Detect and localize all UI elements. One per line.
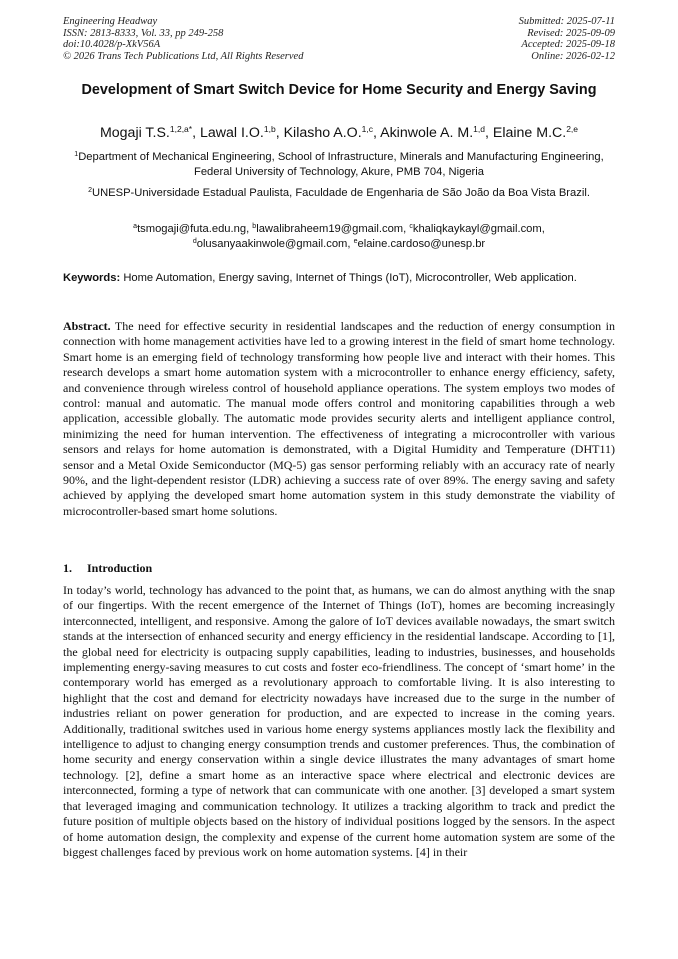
author-affiliation-marker: 1,2,a* [169,124,193,134]
email-list [70,222,608,253]
email-address[interactable]: lawalibraheem19@gmail.com [256,223,404,235]
keywords-block [63,271,615,286]
author-name: Mogaji T.S. [99,125,170,141]
author-affiliation-marker: 1,b [263,124,276,134]
affiliation-2 [70,186,608,201]
author-name: Kilasho A.O. [283,125,362,141]
section-title: Introduction [87,561,153,575]
email-address[interactable]: elaine.cardoso@unesp.br [357,238,486,251]
section-heading [63,561,152,576]
affiliation-text: UNESP-Universidade Estadual Paulista, Faculdade de Engenharia de São João da Boa Vista Brazil. [91,187,590,199]
email-marker: d [192,238,197,246]
author [284,125,381,141]
author [200,125,284,141]
affiliation-marker: 1 [74,151,79,158]
email-separator: , [403,223,410,235]
accepted-date: Accepted: 2025-09-18 [521,39,615,51]
email [354,238,486,250]
email-separator: , [246,223,253,235]
issn-line: ISSN: 2813-8333, Vol. 33, pp 249-258 [63,27,224,39]
email-separator: , [541,223,545,235]
email [193,238,354,250]
abstract-block [63,319,615,519]
affiliation-text: Department of Mechanical Engineering, School of Infrastructure, Minerals and Manufacturing Engineering, Federal University of Technology, Akure, PMB 704, Nigeria [78,151,604,179]
email-address[interactable]: olusanyaakinwole@gmail.com [196,238,348,251]
author-separator: , [275,125,284,141]
author-affiliation-marker: 1,c [361,124,373,134]
abstract-label: Abstract. [63,319,111,333]
copyright-line: © 2026 Trans Tech Publications Ltd, All Rights Reserved [63,50,304,62]
online-date: Online: 2026-02-12 [531,50,615,62]
email [133,223,252,235]
keywords-label: Keywords: [63,272,121,284]
email [252,223,409,235]
author-separator: , [192,125,200,141]
keywords-text: Home Automation, Energy saving, Internet of Things (IoT), Microcontroller, Web application. [123,272,577,284]
submitted-date: Submitted: 2025-07-11 [518,16,615,27]
affiliation-marker: 2 [88,187,92,194]
abstract-text: The need for effective security in residential landscapes and the reduction of energy consumption in connection with home management activities have led to a growing interest in the field of smart home technology. Smart home is an emerging field of technology transforming how people live and interact with their homes. This research develops a smart home automation system with a microcontroller to enhance energy efficiency, safety, and convenience through wireless control of household appliance operations. The system employs two modes of control: manual and automatic. The manual mode offers control and monitoring capabilities through a web application, accessible globally. The automatic mode provides security alerts and intelligent appliance control, minimizing the need for human intervention. The effectiveness of integrating a microcontroller with various sensors and relays for home automation is demonstrated, with a Digital Humidity and Temperature (DHT11) sensor and a Metal Oxide Semiconductor (MQ-5) gas sensor performing reliably with an accuracy rate of nearly 90%, and the light-dependent resistor (LDR) achieving a success rate of over 89%. The energy saving and safety achieved by applying the developed smart home automation system in this study demonstrate the viability of microcontroller-based smart home solutions. [63,319,615,518]
journal-name: Engineering Headway [63,16,158,27]
author [493,125,578,141]
email-address[interactable]: tsmogaji@futa.edu.ng [137,223,247,235]
author-name: Akinwole A. M. [380,125,474,141]
section-number: 1. [63,561,72,575]
author-separator: , [484,125,493,141]
paper-title: Development of Smart Switch Device for Home Security and Energy Saving [81,82,597,98]
author-affiliation-marker: 1,d [473,124,485,134]
author-name: Lawal I.O. [199,125,264,141]
email [409,223,544,235]
email-address[interactable]: khaliqkaykayl@gmail.com [412,223,542,235]
author [380,125,493,141]
email-marker: a [133,223,138,230]
author-name: Elaine M.C. [492,125,567,141]
author-list [60,124,618,142]
journal-info [63,16,303,62]
author-affiliation-marker: 2,e [566,124,579,134]
doi-line: doi:10.4028/p-XkV56A [63,39,161,51]
revised-date: Revised: 2025-09-09 [527,27,615,39]
introduction-paragraph: In today’s world, technology has advanced to the point that, as humans, we can do almost anything with the snap of our fingertips. With the recent emergence of the Internet of Things (IoT), homes are becoming increasingly interconnected, intelligent, and responsive. Among the galore of IoT devices available nowadays, the smart switch stands at the intersection of enhanced security and energy efficiency in the residential landscape. According to [1], the global need for electricity is outpacing supply capabilities, leading to industries, businesses, and households implementing energy-saving measures to cut costs and foster eco-friendliness. The concept of ‘smart home’ in the contemporary world has emerged as a revolutionary approach to comfortable living. It is also interesting to highlight that the cost and demand for electricity nowadays have increased due to the surge in the number of industries reliant on power generation for production, and are expected to increase in the coming years. Additionally, traditional switches used in various home energy systems appliances mostly lack the flexibility and intelligence to adjust to changing energy consumption trends and customer preferences. Thus, the combination of home security and energy conservation within a single device illustrates the many advantages of smart home technology. [2], define a smart home as an interactive space where electrical and electronic devices are interconnected, forming a type of network that can communicate with one another. [3] developed a smart system that leveraged imaging and communication technology. It utilizes a tracking algorithm to track and predict the future position of multiple objects based on the history of individual positions logged by the sensors. In the aspect of home automation design, the complexity and expense of the current home automation system are some of the biggest challenges faced by previous work on home automation systems. [4] in their [63,583,615,859]
email-marker: c [409,223,413,230]
author-separator: , [373,125,381,141]
email-marker: b [252,223,257,230]
affiliation-1 [70,150,608,181]
author [100,125,200,141]
publication-dates [519,16,615,62]
email-marker: e [353,238,358,246]
email-separator: , [347,238,354,251]
